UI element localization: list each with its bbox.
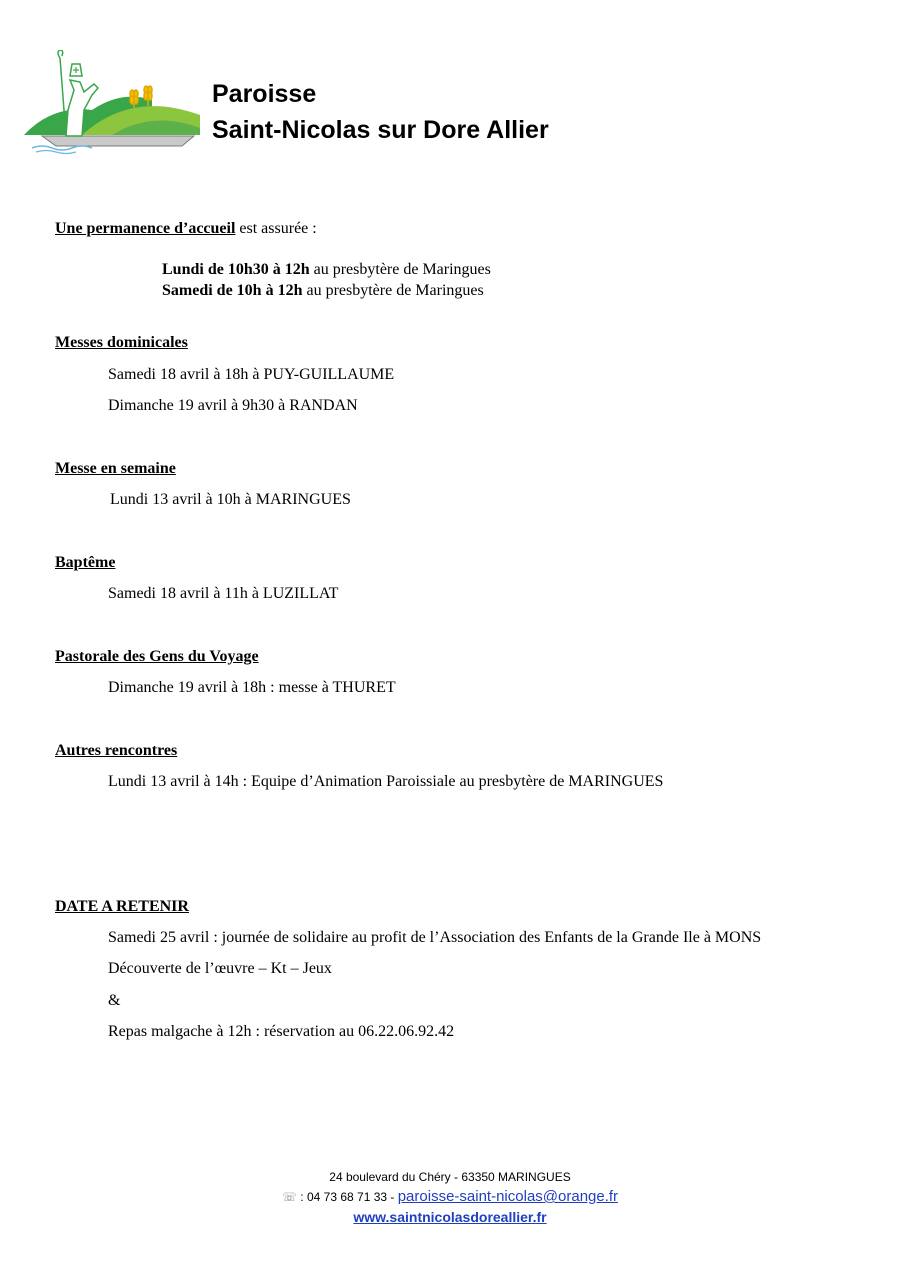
list-item: Dimanche 19 avril à 9h30 à RANDAN xyxy=(108,397,358,414)
title-line-2: Saint-Nicolas sur Dore Allier xyxy=(212,116,549,144)
permanence-item-rest: au presbytère de Maringues xyxy=(309,261,491,278)
permanence-item xyxy=(162,282,484,300)
phone-icon: ☏ xyxy=(281,1190,297,1204)
footer-contact xyxy=(0,1188,900,1205)
permanence-heading: Une permanence d’accueil xyxy=(55,220,236,237)
list-item: Découverte de l’œuvre – Kt – Jeux xyxy=(108,960,332,977)
section-heading-messe-semaine: Messe en semaine xyxy=(55,460,176,477)
parish-logo xyxy=(22,50,202,155)
permanence-item-bold: Lundi de 10h30 à 12h xyxy=(162,261,310,278)
permanence-item-rest: au presbytère de Maringues xyxy=(302,282,484,299)
title-line-1: Paroisse xyxy=(212,80,317,108)
list-item: Repas malgache à 12h : réservation au 06.22.06.92.42 xyxy=(108,1023,455,1040)
section-heading-bapteme: Baptême xyxy=(55,554,116,571)
email-link[interactable]: paroisse-saint-nicolas@orange.fr xyxy=(397,1188,619,1205)
list-item: Samedi 18 avril à 11h à LUZILLAT xyxy=(108,585,339,602)
footer-website-row xyxy=(0,1209,900,1225)
permanence-heading-suffix: est assurée : xyxy=(235,220,317,237)
section-heading-autres: Autres rencontres xyxy=(55,742,178,759)
permanence-item xyxy=(162,261,491,279)
list-item: Samedi 18 avril à 18h à PUY-GUILLAUME xyxy=(108,366,395,383)
footer-phone: : 04 73 68 71 33 - xyxy=(296,1190,398,1204)
list-item: Lundi 13 avril à 14h : Equipe d’Animation Paroissiale au presbytère de MARINGUES xyxy=(108,773,664,790)
list-item: Dimanche 19 avril à 18h : messe à THURET xyxy=(108,679,396,696)
website-link[interactable]: www.saintnicolasdoreallier.fr xyxy=(353,1209,547,1225)
list-item: Lundi 13 avril à 10h à MARINGUES xyxy=(110,491,351,508)
section-heading-messes-dominicales: Messes dominicales xyxy=(55,334,188,351)
section-heading-date-retenir: DATE A RETENIR xyxy=(55,898,189,915)
permanence-item-bold: Samedi de 10h à 12h xyxy=(162,282,303,299)
permanence-heading-row xyxy=(55,220,317,238)
footer-address: 24 boulevard du Chéry - 63350 MARINGUES xyxy=(329,1170,571,1184)
list-item: Samedi 25 avril : journée de solidaire au profit de l’Association des Enfants de la Grande Ile à MONS xyxy=(108,929,762,946)
section-heading-pastorale: Pastorale des Gens du Voyage xyxy=(55,648,259,665)
list-item: & xyxy=(108,992,121,1009)
